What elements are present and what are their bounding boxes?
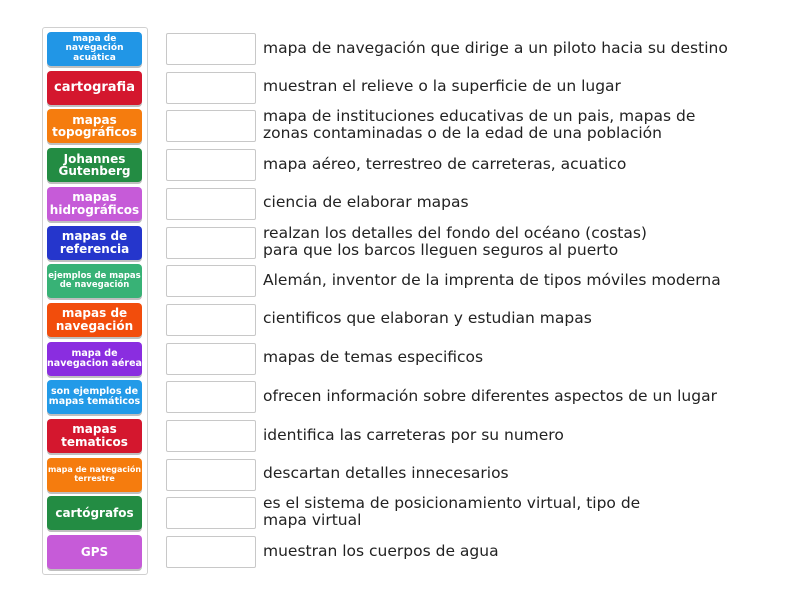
drop-slot[interactable] <box>166 381 256 413</box>
drop-slot[interactable] <box>166 188 256 220</box>
draggable-tile[interactable]: mapas de navegación <box>47 303 142 337</box>
drop-slot[interactable] <box>166 110 256 142</box>
draggable-tile[interactable]: GPS <box>47 535 142 569</box>
description-text: mapas de temas especificos <box>263 348 484 367</box>
description-text: muestran los cuerpos de agua <box>263 541 499 560</box>
drop-slot[interactable] <box>166 33 256 65</box>
description-text: ofrecen información sobre diferentes aspectos de un lugar <box>263 386 717 405</box>
draggable-tile[interactable]: cartógrafos <box>47 496 142 530</box>
draggable-tile[interactable]: Johannes Gutenberg <box>47 148 142 182</box>
description-text: es el sistema de posicionamiento virtual, tipo de mapa virtual <box>263 494 641 530</box>
draggable-tile[interactable]: mapa de navegación terrestre <box>47 458 142 492</box>
drop-slot[interactable] <box>166 227 256 259</box>
draggable-tile[interactable]: cartografia <box>47 71 142 105</box>
draggable-tile[interactable]: mapa de navegación acuática <box>47 32 142 66</box>
description-text: descartan detalles innecesarios <box>263 464 509 483</box>
description-text: cientificos que elaboran y estudian mapas <box>263 309 592 328</box>
description-text: muestran el relieve o la superficie de un lugar <box>263 77 621 96</box>
drop-slot[interactable] <box>166 72 256 104</box>
draggable-tile[interactable]: mapa de navegacion aérea <box>47 342 142 376</box>
description-text: identifica las carreteras por su numero <box>263 425 564 444</box>
draggable-tile[interactable]: son ejemplos de mapas temáticos <box>47 380 142 414</box>
description-text: realzan los detalles del fondo del océano (costas) para que los barcos lleguen seguros al puerto <box>263 223 647 259</box>
description-text: mapa de instituciones educativas de un pais, mapas de zonas contaminadas o de la edad de una población <box>263 107 696 143</box>
description-text: ciencia de elaborar mapas <box>263 193 469 212</box>
description-text: mapa aéreo, terrestreo de carreteras, acuatico <box>263 154 627 173</box>
draggable-tile[interactable]: mapas hidrográficos <box>47 187 142 221</box>
description-text: mapa de navegación que dirige a un piloto hacia su destino <box>263 38 728 57</box>
draggable-tile[interactable]: ejemplos de mapas de navegación <box>47 264 142 298</box>
drop-slot[interactable] <box>166 420 256 452</box>
draggable-tile[interactable]: mapas tematicos <box>47 419 142 453</box>
description-text: Alemán, inventor de la imprenta de tipos móviles moderna <box>263 270 721 289</box>
drop-slot[interactable] <box>166 149 256 181</box>
drop-slot[interactable] <box>166 304 256 336</box>
drop-slot[interactable] <box>166 343 256 375</box>
drop-slot[interactable] <box>166 459 256 491</box>
draggable-tile[interactable]: mapas topográficos <box>47 109 142 143</box>
tile-tray <box>42 27 148 575</box>
drop-slot[interactable] <box>166 497 256 529</box>
draggable-tile[interactable]: mapas de referencia <box>47 226 142 260</box>
drop-slot[interactable] <box>166 536 256 568</box>
drop-slot[interactable] <box>166 265 256 297</box>
